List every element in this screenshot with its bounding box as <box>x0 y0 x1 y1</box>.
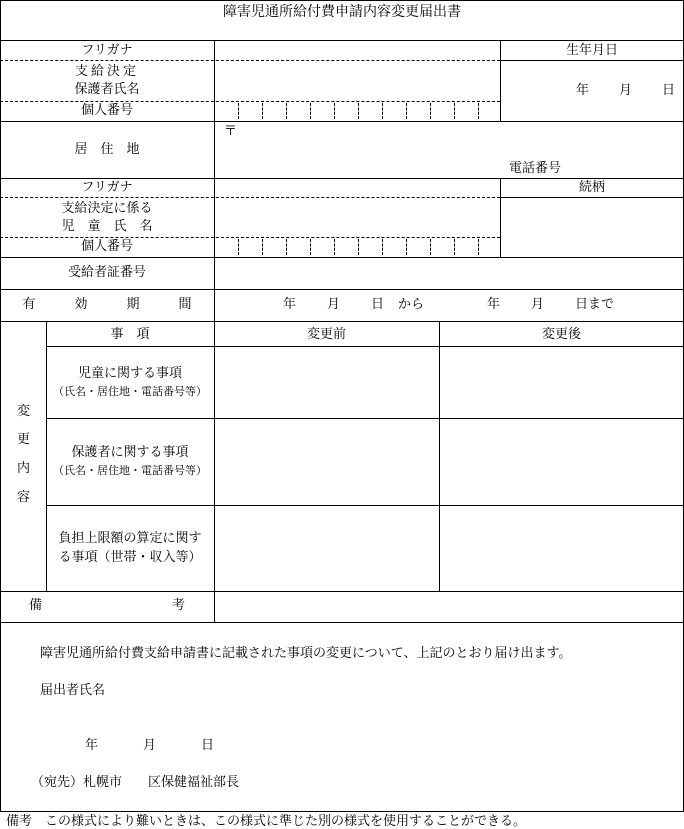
addressee: （宛先）札幌市 区保健福祉部長 <box>31 775 240 790</box>
birthdate-label: 生年月日 <box>565 43 618 58</box>
child-furigana-field[interactable] <box>216 179 499 196</box>
relation-label: 続柄 <box>578 180 605 195</box>
applicant-name-label: 届出者氏名 <box>40 683 106 698</box>
child-change-sub: （氏名・居住地・電話番号等） <box>53 385 207 398</box>
child-name-label-1: 支給決定に係る <box>61 201 153 216</box>
guardian-birthdate-field[interactable] <box>502 62 683 120</box>
burden-change-line1: 負担上限額の算定に関す <box>58 531 202 546</box>
guardian-name-label-2: 保護者氏名 <box>74 82 140 97</box>
certificate-number-field[interactable] <box>216 258 683 288</box>
child-mynumber-label: 個人番号 <box>80 239 133 254</box>
rule-birth-header <box>500 60 684 61</box>
validity-label: 有 効 期 間 <box>22 297 192 312</box>
child-before-field[interactable] <box>216 347 438 417</box>
dash-child-furigana <box>0 197 500 198</box>
child-name-label-2: 児 童 氏 名 <box>61 219 153 234</box>
remarks-field[interactable] <box>216 592 683 621</box>
postal-mark: 〒 <box>224 124 238 139</box>
address-label: 居 住 地 <box>74 142 140 157</box>
column-item-header: 事 項 <box>110 327 150 342</box>
guardian-mynumber-label: 個人番号 <box>80 103 133 118</box>
child-name-field[interactable] <box>216 199 499 236</box>
applicant-name-field[interactable] <box>120 680 520 702</box>
validity-to-month: 月 <box>531 297 545 312</box>
border-bottom <box>0 811 684 812</box>
guardian-mynumber-field[interactable] <box>216 102 499 120</box>
rule-relation-header <box>500 197 684 198</box>
rule-remarks-bottom <box>0 622 684 623</box>
border-top <box>0 0 684 1</box>
child-relation-field[interactable] <box>502 199 683 256</box>
submission-month: 月 <box>143 738 157 753</box>
validity-to-year: 年 <box>487 297 501 312</box>
column-after-header: 変更後 <box>541 327 581 342</box>
rule-validity-bottom <box>0 321 684 322</box>
burden-after-field[interactable] <box>441 506 683 590</box>
changes-side-label-2: 更 <box>17 432 31 447</box>
guardian-change-sub: （氏名・居住地・電話番号等） <box>53 464 207 477</box>
changes-side-label-3: 内 <box>17 461 31 476</box>
validity-from-day: 日 <box>371 297 385 312</box>
child-change-title: 児童に関する事項 <box>77 366 182 381</box>
burden-before-field[interactable] <box>216 506 438 590</box>
guardian-before-field[interactable] <box>216 419 438 504</box>
changes-side-label-4: 容 <box>17 490 31 505</box>
guardian-name-field[interactable] <box>216 62 499 100</box>
footnote: 備考 この様式により難いときは、この様式に準じた別の様式を使用することができる。 <box>6 814 527 829</box>
child-furigana-label: フリガナ <box>81 180 133 195</box>
guardian-furigana-field[interactable] <box>216 41 499 60</box>
guardian-after-field[interactable] <box>441 419 683 504</box>
birth-month-label: 月 <box>619 83 633 98</box>
remarks-label: 備 考 <box>28 598 185 613</box>
certificate-number-label: 受給者証番号 <box>67 265 146 280</box>
validity-from-month: 月 <box>327 297 341 312</box>
form-title: 障害児通所給付費申請内容変更届出書 <box>223 4 461 20</box>
phone-label: 電話番号 <box>509 161 562 176</box>
submission-day: 日 <box>201 738 215 753</box>
address-field[interactable] <box>216 122 683 177</box>
changes-side-label-1: 変 <box>17 404 31 419</box>
guardian-name-label-1: 支給決定 <box>74 64 139 79</box>
submission-year: 年 <box>85 738 99 753</box>
birth-day-label: 日 <box>662 83 676 98</box>
child-after-field[interactable] <box>441 347 683 417</box>
guardian-change-title: 保護者に関する事項 <box>71 445 189 460</box>
column-before-header: 変更前 <box>306 327 346 342</box>
col-before-after <box>439 321 440 591</box>
validity-from-year: 年 <box>283 297 297 312</box>
birth-year-label: 年 <box>576 83 590 98</box>
declaration-text: 障害児通所給付費支給申請書に記載された事項の変更について、上記のとおり届け出ます。 <box>40 646 572 661</box>
validity-from-word: から <box>398 297 425 312</box>
guardian-furigana-label: フリガナ <box>81 43 133 58</box>
validity-to-until: 日まで <box>575 297 615 312</box>
dash-guardian-furigana <box>0 60 500 61</box>
child-mynumber-field[interactable] <box>216 238 499 256</box>
burden-change-line2: る事項（世帯・収入等） <box>58 550 202 565</box>
